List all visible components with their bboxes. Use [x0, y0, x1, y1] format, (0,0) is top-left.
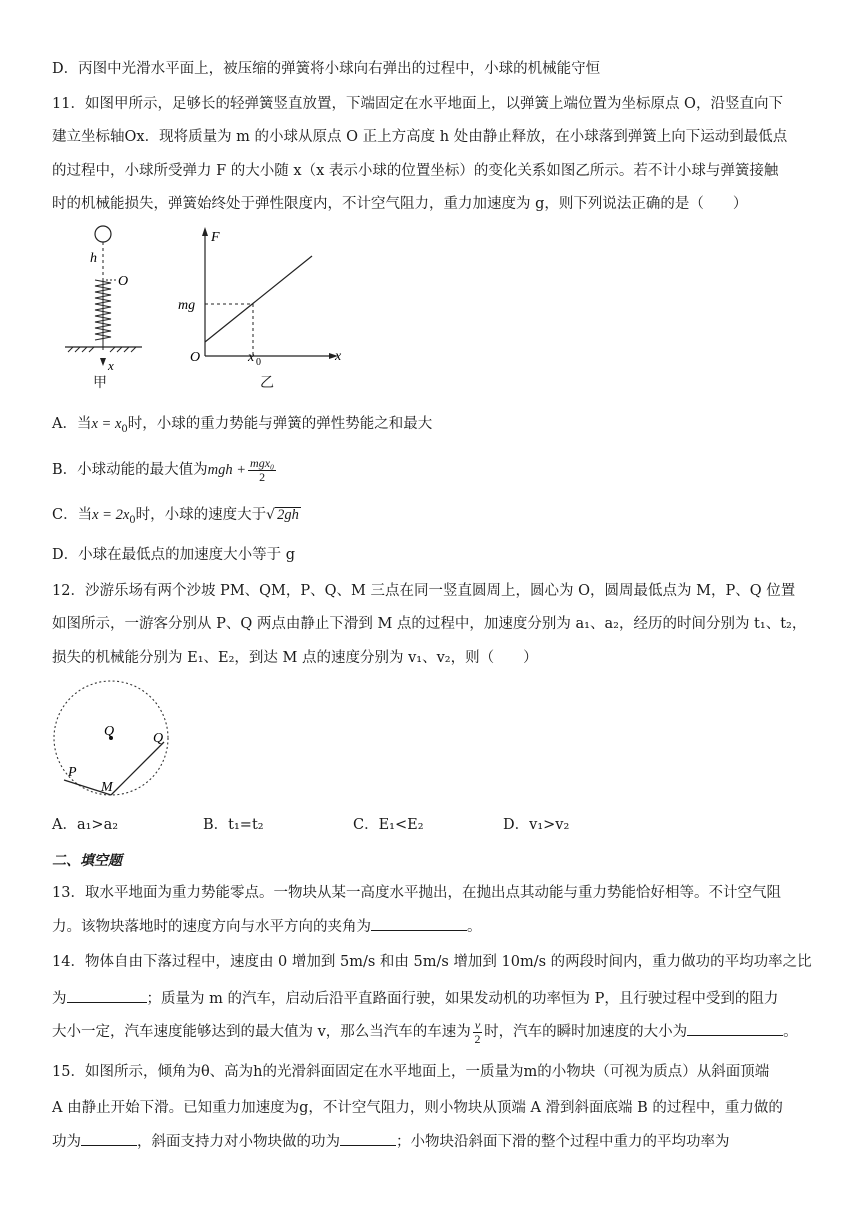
ball-icon — [95, 226, 111, 242]
label-mg: mg — [178, 298, 196, 313]
sqrt-sign-icon: √ — [266, 507, 276, 523]
force-line — [205, 256, 312, 342]
answer-blank[interactable] — [67, 988, 147, 1003]
q11-option-b: B．小球动能的最大值为mgh + $\frac{\text{mgx₀}}{2}$ — [52, 455, 275, 484]
q15-line2: A 由静止开始下滑。已知重力加速度为g，不计空气阻力，则小物块从顶端 A 滑到斜面底端 B 的过程中，重力做的 — [52, 1100, 783, 1116]
label-P: P — [68, 765, 77, 780]
q12-option-d: D．v₁>v₂ — [503, 817, 570, 833]
q11-stem-line1: 11．如图甲所示，足够长的轻弹簧竖直放置，下端固定在水平地面上，以弹簧上端位置为坐标原点 O，沿竖直向下 — [52, 96, 783, 112]
q11-option-d: D．小球在最低点的加速度大小等于 g — [52, 547, 296, 563]
q15-line1: 15．如图所示，倾角为θ、高为h的光滑斜面固定在水平地面上，一质量为m的小物块（可视为质点）从斜面顶端 — [52, 1064, 770, 1080]
q11-stem-line3: 的过程中，小球所受弹力 F 的大小随 x（x 表示小球的位置坐标）的变化关系如图乙所示。若不计小球与弹簧接触 — [52, 163, 779, 179]
label-x: x — [335, 349, 342, 364]
f-axis-arrow-icon — [202, 227, 208, 236]
q11-option-c: C．当$x = 2x_0$时，小球的速度大于√ 2gh — [52, 507, 299, 526]
figure-circle-slopes — [50, 680, 180, 802]
q12-option-a: A．a₁>a₂ — [52, 817, 119, 833]
q12-stem-line1: 12．沙游乐场有两个沙坡 PM、QM，P、Q、M 三点在同一竖直圆周上，圆心为 O，圆周最低点为 M，P、Q 位置 — [52, 583, 796, 599]
q11-stem-line2: 建立坐标轴Ox．现将质量为 m 的小球从原点 O 正上方高度 h 处由静止释放，在小球落到弹簧上向下运动到最低点 — [52, 129, 788, 145]
q13-line2: 力。该物块落地时的速度方向与水平方向的夹角为 。 — [52, 916, 482, 937]
q10-option-d: D．丙图中光滑水平面上，被压缩的弹簧将小球向右弹出的过程中，小球的机械能守恒 — [52, 61, 601, 77]
label-x0-subscript: 0 — [256, 357, 261, 368]
q11-stem-line4: 时的机械能损失，弹簧始终处于弹性限度内，不计空气阻力，重力加速度为 g，则下列说法正确的是（ ） — [52, 196, 748, 212]
q15-line3: 功为 ，斜面支持力对小物块做的功为 ；小物块沿斜面下滑的整个过程中重力的平均功率为 — [52, 1131, 730, 1152]
q12-option-b: B．t₁=t₂ — [203, 817, 264, 833]
figure-jia-spring — [60, 220, 160, 380]
q14-line3: 大小一定，汽车速度能够达到的最大值为 v，那么当汽车的车速为 $\frac{v}{2}$ 时，汽车的瞬时加速度的大小为 。 — [52, 1017, 798, 1046]
answer-blank[interactable] — [371, 916, 467, 931]
slope-qm — [111, 742, 164, 795]
q12-option-c: C．E₁<E₂ — [353, 817, 424, 833]
ground-hatch — [68, 347, 136, 352]
q12-stem-line3: 损失的机械能分别为 E₁、E₂，到达 M 点的速度分别为 v₁、v₂，则（ ） — [52, 650, 538, 666]
answer-blank[interactable] — [687, 1021, 783, 1036]
q14-line2: 为 ；质量为 m 的汽车，启动后沿平直路面行驶，如果发动机的功率恒为 P，且行驶过程中受到的阻力 — [52, 988, 778, 1009]
label-h: h — [90, 251, 97, 266]
label-Q: Q — [153, 731, 164, 746]
label-x: x — [108, 358, 114, 373]
q14-line1: 14．物体自由下落过程中，速度由 0 增加到 5m/s 和由 5m/s 增加到 10m/s 的两段时间内，重力做功的平均功率之比 — [52, 954, 812, 970]
figure-yi-caption: 乙 — [260, 375, 274, 391]
answer-blank[interactable] — [81, 1131, 137, 1146]
label-O: O — [190, 350, 201, 365]
label-x0: x — [248, 350, 255, 365]
label-M: M — [101, 780, 113, 795]
fraction: $\frac{\text{mgx₀}}{2}$ — [250, 455, 275, 484]
fraction: $\frac{v}{2}$ — [474, 1017, 481, 1046]
label-center: Q — [104, 724, 115, 739]
label-O: O — [118, 274, 129, 289]
section-title: 二、填空题 — [52, 853, 122, 869]
answer-blank[interactable] — [340, 1131, 396, 1146]
figure-jia-caption: 甲 — [93, 375, 107, 391]
q13-line1: 13．取水平地面为重力势能零点。一物块从某一高度水平抛出，在抛出点其动能与重力势能恰好相等。不计空气阻 — [52, 885, 781, 901]
q11-option-a: A．当$x = x_0$时，小球的重力势能与弹簧的弹性势能之和最大 — [52, 416, 433, 435]
q12-stem-line2: 如图所示，一游客分别从 P、Q 两点由静止下滑到 M 点的过程中，加速度分别为 a₁、a₂，经历的时间分别为 t₁、t₂， — [52, 616, 807, 632]
label-F: F — [211, 230, 220, 245]
figure-yi-graph — [170, 222, 355, 372]
x-axis-arrow-icon — [100, 358, 106, 366]
